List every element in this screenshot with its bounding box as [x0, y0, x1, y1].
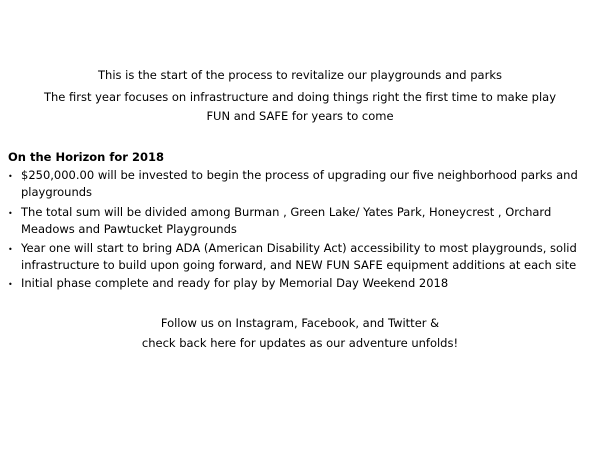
intro-line-2: The first year focuses on infrastructure and doing things right the first time to make play	[43, 90, 557, 104]
bullet-dot-icon: •	[8, 280, 13, 289]
intro-line-3: FUN and SAFE for years to come	[206, 109, 394, 123]
bullet-text-line: Initial phase complete and ready for play by Memorial Day Weekend 2018	[21, 276, 449, 290]
intro-line-1: This is the start of the process to revitalize our playgrounds and parks	[98, 68, 502, 82]
bullet-text-line: $250,000.00 will be invested to begin the process of upgrading our five neighborhood parks and	[21, 168, 578, 182]
bullet-dot-icon: •	[8, 172, 13, 181]
bullet-text-line: Year one will start to bring ADA (American Disability Act) accessibility to most playgrounds, solid	[21, 241, 577, 255]
section-heading: On the Horizon for 2018	[8, 150, 164, 164]
bullet-text-line: Meadows and Pawtucket Playgrounds	[21, 222, 237, 236]
footer-line-1: Follow us on Instagram, Facebook, and Twitter &	[160, 316, 440, 330]
bullet-text-line: The total sum will be divided among Burman , Green Lake/ Yates Park, Honeycrest , Orchard	[21, 205, 552, 219]
bullet-text-line: infrastructure to build upon going forward, and NEW FUN SAFE equipment additions at each site	[21, 258, 577, 272]
bullet-dot-icon: •	[8, 209, 13, 218]
bullet-dot-icon: •	[8, 245, 13, 254]
footer-line-2: check back here for updates as our adventure unfolds!	[141, 336, 459, 350]
bullet-text-line: playgrounds	[21, 185, 93, 199]
